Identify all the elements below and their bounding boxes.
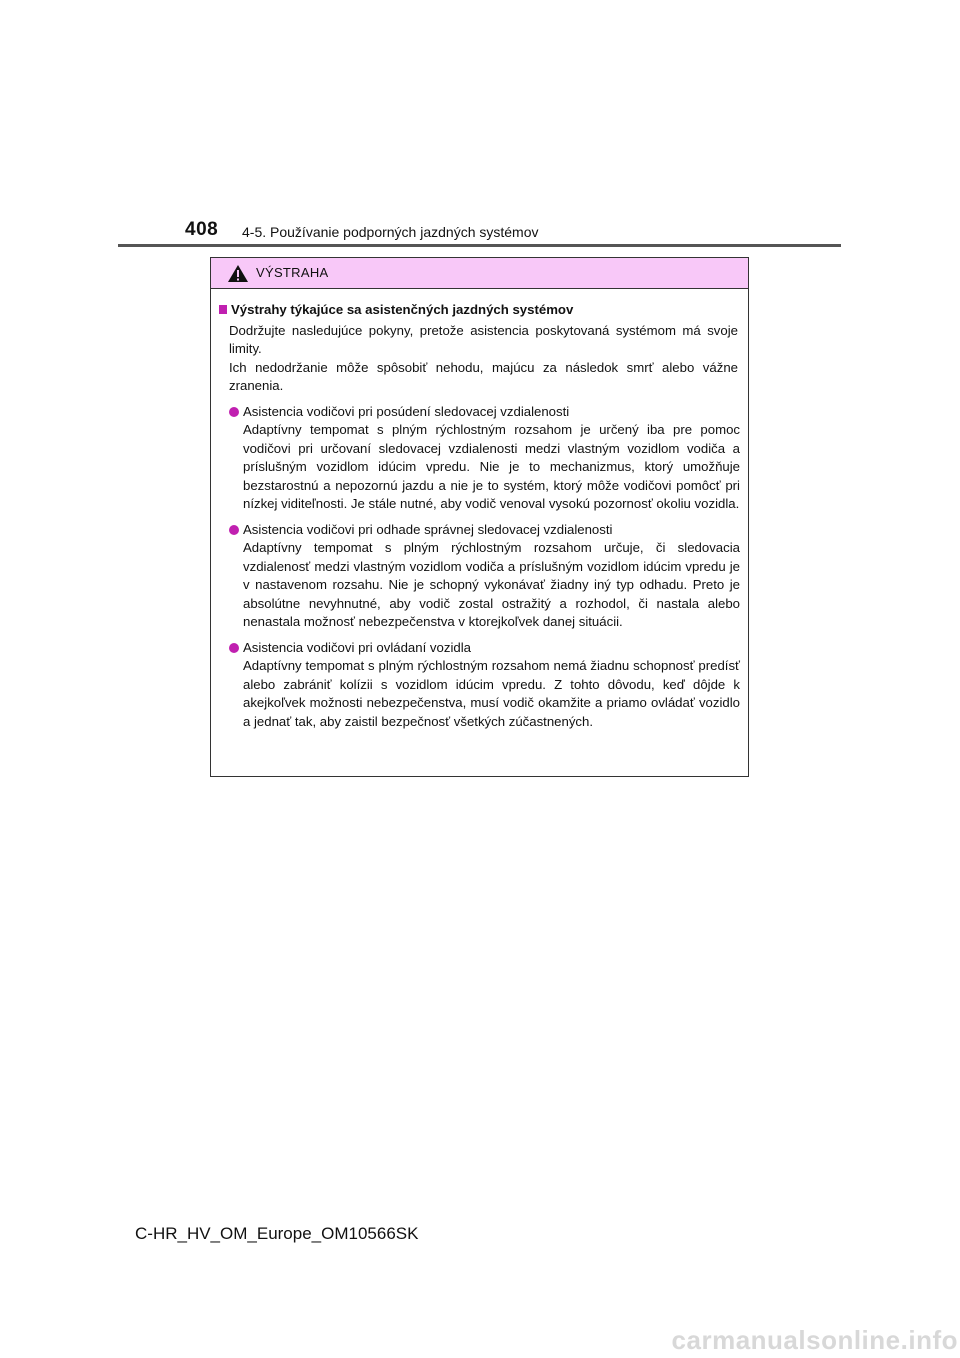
list-item-text: Adaptívny tempomat s plným rýchlostným rozsahom nemá žiadnu schopnosť predísť alebo zabrániť kolízii s vozidlom idúcim vpredu. Z tohto dôvodu, keď dôjde k akejkoľvek možnosti nebezpečenstva, musí vodič okamžite a priamo ovládať vozidlo a jednať tak, aby zaistil bezpečnosť všetkých zúčastnených. xyxy=(243,658,740,729)
list-item-heading: Asistencia vodičovi pri odhade správnej sledovacej vzdialenosti xyxy=(243,521,613,537)
list-item-text: Adaptívny tempomat s plným rýchlostným rozsahom je určený iba pre pomoc vodičovi pri určovaní sledovacej vzdialenosti medzi vlastným vozidlom vodiča a príslušným vozidlom idúcim vpredu. Nie je to mechanizmus, ktorý umožňuje bezstarostnú a nepozornú jazdu a nie je to systém, ktorý môže vodičovi pomôcť pri nízkej viditeľnosti. Je stále nutné, aby vodič venoval vysokú pozornosť okoliu vozidla. xyxy=(243,422,740,511)
intro-paragraph-1: Dodržujte nasledujúce pokyny, pretože asistencia poskytovaná systémom má svoje limity. xyxy=(229,322,738,356)
list-item xyxy=(219,403,740,514)
list-item-heading: Asistencia vodičovi pri ovládaní vozidla xyxy=(243,639,471,655)
page-number: 408 xyxy=(185,219,219,240)
list-item xyxy=(219,521,740,632)
square-bullet-icon xyxy=(219,305,227,314)
warning-header xyxy=(211,258,748,289)
document-id: C-HR_HV_OM_Europe_OM10566SK xyxy=(135,1224,419,1243)
section-title: 4-5. Používanie podporných jazdných systémov xyxy=(242,224,539,240)
list-item-text: Adaptívny tempomat s plným rýchlostným rozsahom určuje, či sledovacia vzdialenosť medzi vlastným vozidlom vodiča a príslušným vozidlom idúcim vpredu je v nastavenom rozsahu. Nie je schopný vykonávať žiadny iný typ odhadu. Preto je absolútne nevyhnutné, aby vodič zostal ostražitý a rozhodol, či nastala alebo nenastala možnosť nebezpečenstva v ktorejkoľvek danej situácii. xyxy=(243,540,740,629)
list-item-heading: Asistencia vodičovi pri posúdení sledovacej vzdialenosti xyxy=(243,403,570,419)
watermark: carmanualsonline.info xyxy=(671,1325,958,1355)
warning-subheading xyxy=(219,301,740,320)
header-rule xyxy=(118,244,841,247)
warning-triangle-icon xyxy=(227,264,249,283)
intro-paragraph-2: Ich nedodržanie môže spôsobiť nehodu, majúcu za následok smrť alebo vážne zranenia. xyxy=(229,359,738,393)
circle-bullet-icon xyxy=(229,525,239,535)
list-item xyxy=(219,639,740,732)
warning-body xyxy=(211,289,748,731)
circle-bullet-icon xyxy=(229,643,239,653)
circle-bullet-icon xyxy=(229,407,239,417)
warning-title: VÝSTRAHA xyxy=(256,265,329,280)
warning-subheading-text: Výstrahy týkajúce sa asistenčných jazdných systémov xyxy=(231,302,574,317)
warning-box xyxy=(210,257,749,777)
